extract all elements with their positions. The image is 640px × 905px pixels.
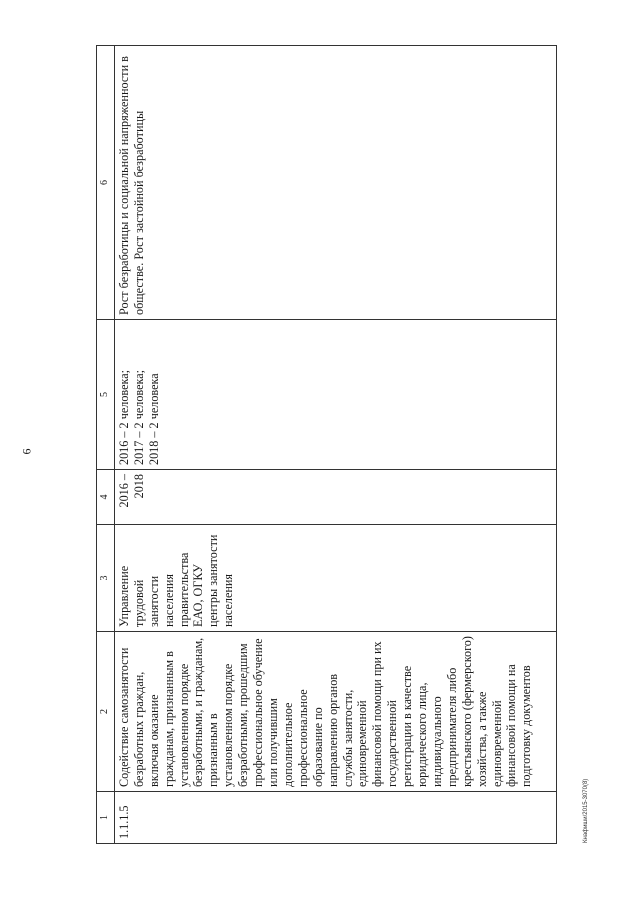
footer [576, 10, 594, 890]
table-row [114, 46, 556, 844]
header-cell-4: 4 [97, 470, 115, 525]
header-cell-2: 2 [97, 632, 115, 792]
row-period: 2016 – 2018 [114, 470, 556, 525]
header-cell-3: 3 [97, 525, 115, 632]
indicator-line: 2017 – 2 человека; [131, 369, 146, 465]
measures-table [96, 45, 557, 844]
rotated-table-sheet [96, 46, 557, 844]
page-number: 6 [19, 448, 34, 455]
header-cell-1: 1 [97, 792, 115, 844]
row-consequences: Рост безработицы и социальной напряженности в обществе. Рост застойной безработицы [114, 46, 556, 320]
row-code: 1.1.1.5 [114, 792, 556, 844]
indicator-line: 2016 – 2 человека; [116, 369, 131, 465]
header-cell-5: 5 [97, 320, 115, 470]
row-executor: Управление трудовой занятости населения правительства ЕАО, ОГКУ центры занятости населения [114, 525, 556, 632]
header-cell-6: 6 [97, 46, 115, 320]
table-header-row [97, 46, 115, 844]
row-indicators [114, 320, 556, 470]
indicator-line: 2018 – 2 человека [146, 373, 161, 465]
footer-code: Кнафиши/2015-3070(8) [583, 778, 589, 843]
row-measure: Содействие самозанятости безработных граждан, включая оказание гражданам, признанным в установленном порядке безработными, и гражданам, признанным в установленном порядке безработными, прошедшим профессиональное обучение или получившим дополнительное профессиональное образование по направлению органов службы занятости, единовременной финансовой помощи при их государственной регистрации в качестве юридического лица, индивидуального предпринимателя либо крестьянского (фермерского) хозяйства, а также единовременной финансовой помощи на подготовку документов [114, 632, 556, 792]
